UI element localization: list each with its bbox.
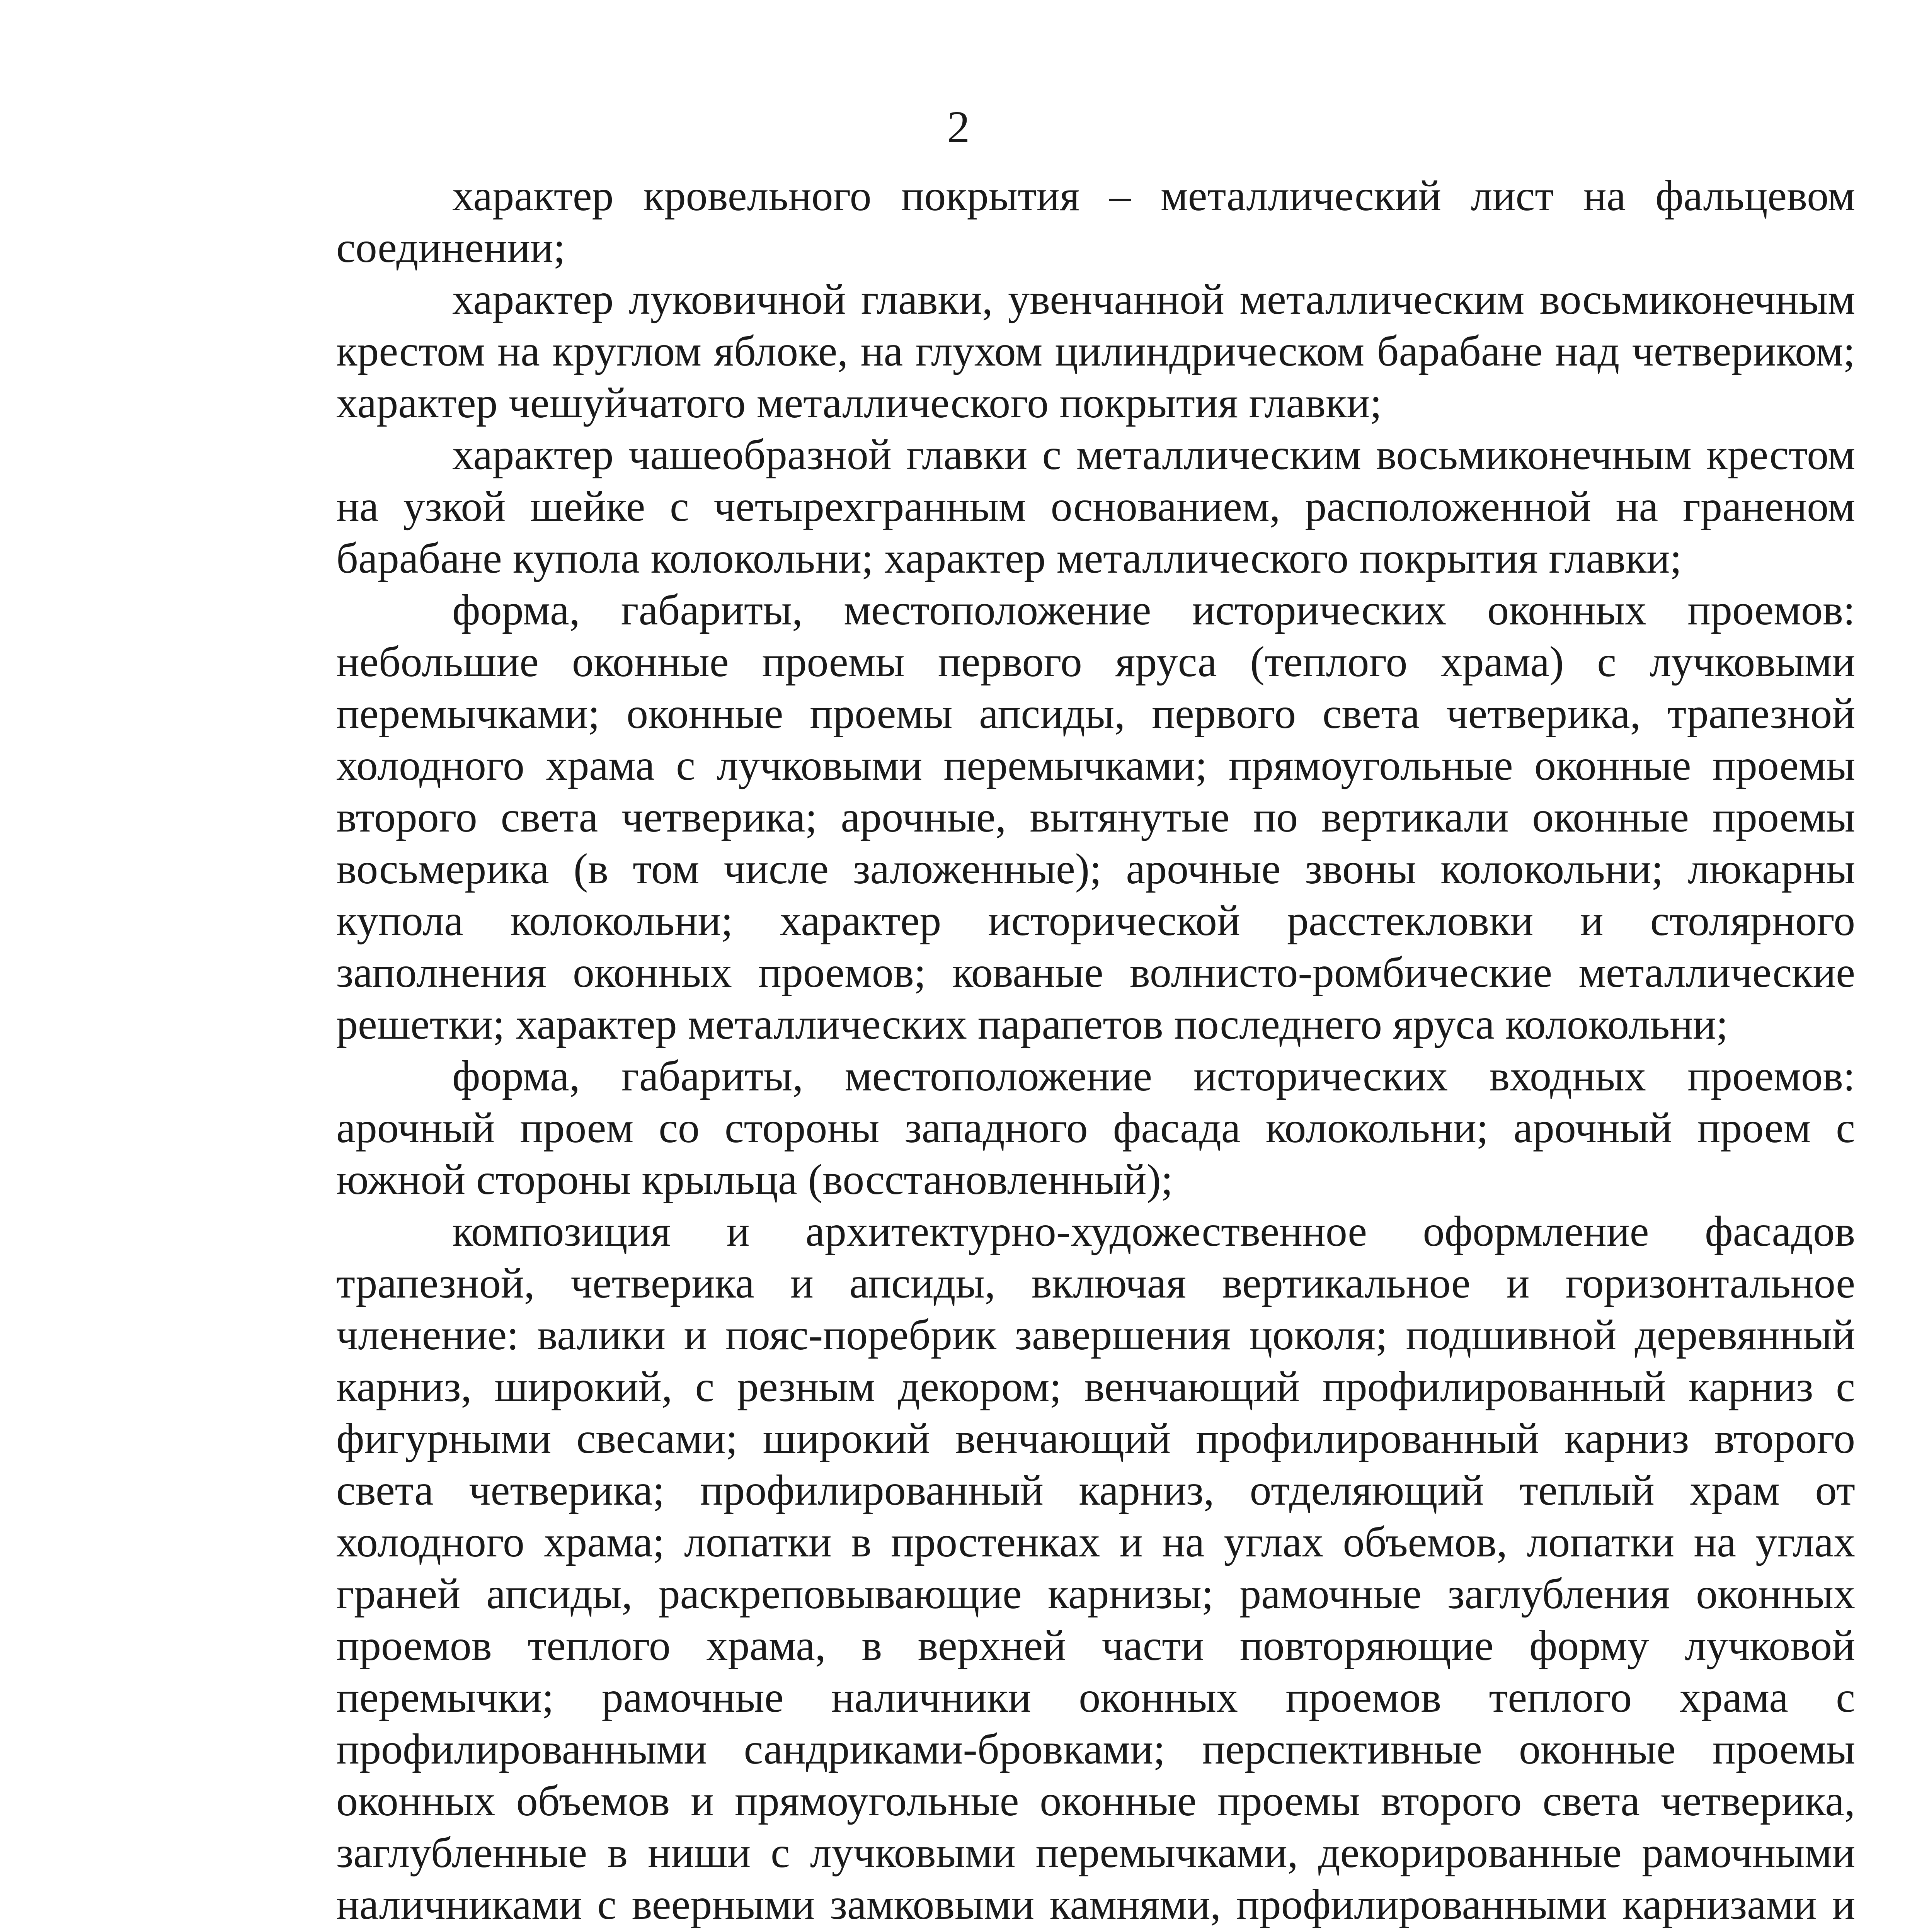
document-body <box>336 170 1855 1932</box>
paragraph-entrance-openings: форма, габариты, местоположение исторических входных проемов: арочный проем со стороны западного фасада колокольни; арочный проем с южной стороны крыльца (восстановленный); <box>336 1052 1855 1204</box>
paragraph-onion-dome: характер луковичной главки, увенчанной металлическим восьмиконечным крестом на круглом яблоке, на глухом цилиндрическом барабане над четвериком; характер чешуйчатого металлического покрытия главки; <box>336 276 1855 427</box>
paragraph-facade-composition: композиция и архитектурно-художественное оформление фасадов трапезной, четверика и апсиды, включая вертикальное и горизонтальное членение: валики и пояс-поребрик завершения цоколя; подшивной деревянный карниз, широкий, с резным декором; венчающий профилированный карниз с фигурными свесами; широкий венчающий профилированный карниз второго света четверика; профилированный карниз, отделяющий теплый храм от холодного храма; лопатки в простенках и на углах объемов, лопатки на углах граней апсиды, раскреповывающие карнизы; рамочные заглубления оконных проемов теплого храма, в верхней части повторяющие форму лучковой перемычки; рамочные наличники оконных проемов теплого храма с профилированными сандриками-бровками; перспективные оконные проемы оконных объемов и прямоугольные оконные проемы второго света четверика, заглубленные в ниши с лучковыми перемычками, декорированные рамочными наличниками с веерными замковыми камнями, профилированными карнизами и <box>336 1208 1855 1929</box>
paragraph-cup-dome: характер чашеобразной главки с металлическим восьмиконечным крестом на узкой шейке с четырехгранным основанием, расположенной на граненом барабане купола колокольни; характер металлического покрытия главки; <box>336 431 1855 582</box>
page-number: 2 <box>947 102 970 152</box>
paragraph-roof-covering: характер кровельного покрытия – металлический лист на фальцевом соединении; <box>336 172 1855 272</box>
paragraph-window-openings: форма, габариты, местоположение исторических оконных проемов: небольшие оконные проемы первого яруса (теплого храма) с лучковыми перемычками; оконные проемы апсиды, первого света четверика, трапезной холодного храма с лучковыми перемычками; прямоугольные оконные проемы второго света четверика; арочные, вытянутые по вертикали оконные проемы восьмерика (в том числе заложенные); арочные звоны колокольни; люкарны купола колокольни; характер исторической расстекловки и столярного заполнения оконных проемов; кованые волнисто-ромбические металлические решетки; характер металлических парапетов последнего яруса колокольни; <box>336 586 1855 1048</box>
